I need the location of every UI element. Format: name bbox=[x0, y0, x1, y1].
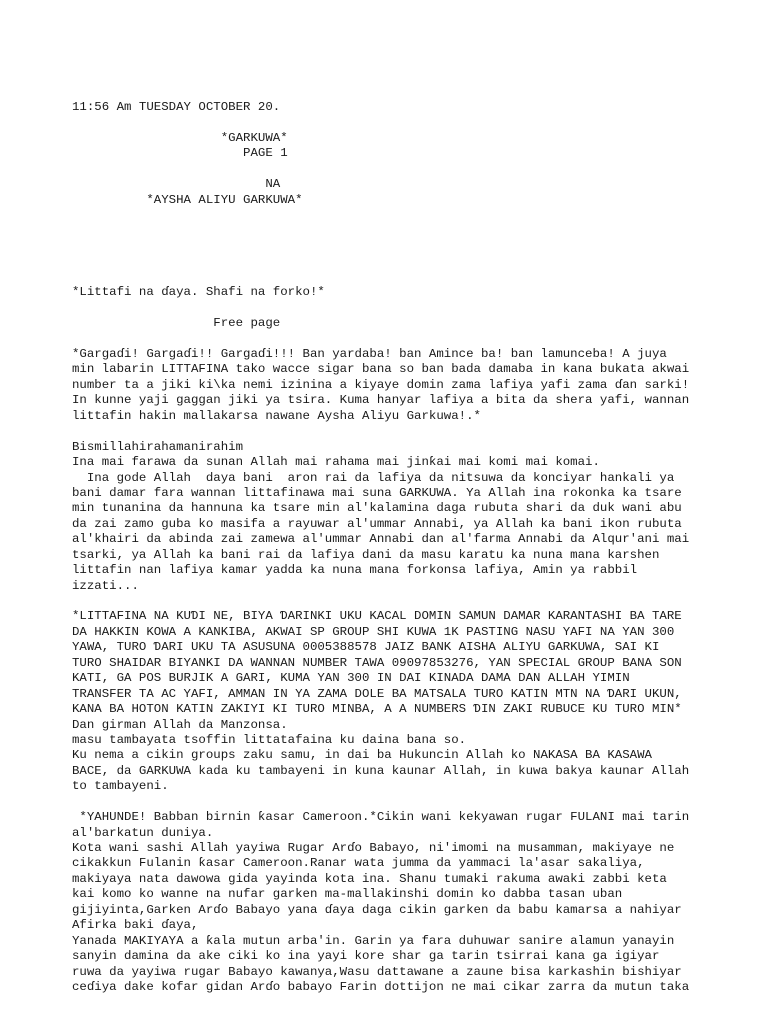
document-line: *Littafi na ɗaya. Shafi na forko!* bbox=[72, 285, 325, 300]
document-line: ruwa da yayiwa rugar Babayo kawanya,Wasu dattawane a zaune bisa karkashin bishiyar bbox=[72, 964, 682, 979]
document-line: Ina gode Allah daya bani aron rai da lafiya da nitsuwa da konciyar hankali ya bbox=[72, 470, 675, 485]
document-line: Free page bbox=[72, 316, 281, 331]
document-line bbox=[72, 332, 712, 347]
document-line bbox=[72, 270, 712, 285]
document-line bbox=[72, 795, 712, 810]
document-line: number ta a jiki ki\ka nemi izinina a kiyaye domin zama lafiya yafi zama ɗan sarki! bbox=[72, 377, 690, 392]
document-body bbox=[72, 100, 712, 995]
document-line: Afirka baki ɗaya, bbox=[72, 918, 199, 933]
document-line: DA HAKKIN KOWA A KANKIBA, AKWAI SP GROUP SHI KUWA 1K PASTING NASU YAFI NA YAN 300 bbox=[72, 624, 675, 639]
document-line: BACE, da GARKUWA kada ku tambayeni in kuna kaunar Allah, in kuwa bakya kaunar Allah bbox=[72, 763, 690, 778]
document-line: 11:56 Am TUESDAY OCTOBER 20. bbox=[72, 100, 281, 114]
document-line bbox=[72, 162, 712, 177]
document-line: Yanada MAKIYAYA a ƙala mutun arba'in. Garin ya fara duhuwar sanire alamun yanayin bbox=[72, 933, 675, 948]
document-line: Kota wani sashi Allah yayiwa Rugar Arɗo Babayo, ni'imomi na musamman, makiyaye ne bbox=[72, 841, 675, 855]
document-line: Bismillahirahamanirahim bbox=[72, 439, 244, 454]
document-line: bani damar fara wannan littafinawa mai suna GARKUWA. Ya Allah ina rokonka ka tsare bbox=[72, 485, 682, 500]
document-line: ceɗiya dake kofar gidan Arɗo babayo Farin dottijon ne mai cikar zarra da mutun taka bbox=[72, 979, 690, 994]
document-line: Ina mai farawa da sunan Allah mai rahama mai jinƙai mai komi mai komai. bbox=[72, 455, 600, 470]
document-line bbox=[72, 239, 712, 254]
document-line: to tambayeni. bbox=[72, 779, 169, 794]
document-line: cikakkun Fulanin ƙasar Cameroon.Ranar wata jumma da yammaci la'asar sakaliya, bbox=[72, 856, 645, 871]
document-line: In kunne yaji gaggan jiki ya tsira. Kuma hanyar lafiya a bita da shera yafi, wannan bbox=[72, 393, 690, 408]
document-line: al'khairi da abinda zai zamewa al'ummar Annabi dan al'farma Annabi da Alqur'ani mai bbox=[72, 532, 690, 547]
document-line: izzati... bbox=[72, 578, 139, 593]
document-line: *YAHUNDE! Babban birnin ƙasar Cameroon.*Cikin wani kekyawan rugar FULANI mai tarin bbox=[72, 810, 690, 825]
document-line: al'barkatun duniya. bbox=[72, 825, 214, 840]
document-line: makiyaya nata dawowa gida yayinda kota ina. Shanu tumaki rakuma awaki zabbi keta bbox=[72, 871, 667, 886]
document-line: KATI, GA POS BURJIK A GARI, KUMA YAN 300 IN DAI KINADA DAMA DAN ALLAH YIMIN bbox=[72, 671, 630, 686]
document-line: littafin hakin mallakarsa nawane Aysha Aliyu Garkuwa!.* bbox=[72, 408, 481, 423]
document-line bbox=[72, 301, 712, 316]
document-line: NA bbox=[72, 177, 281, 192]
document-line: da zai zamo guba ko masifa a rayuwar al'ummar Annabi, ya Allah ka bani ikon rubuta bbox=[72, 516, 682, 531]
document-line: *LITTAFINA NA KUƊI NE, BIYA ƊARINKI UKU KACAL DOMIN SAMUN DAMAR KARANTASHI BA TARE bbox=[72, 609, 682, 624]
document-line: *GARKUWA* bbox=[72, 130, 288, 145]
document-line: KANA BA HOTON KATIN ZAKIYI KI TURO MINBA, A A NUMBERS ƊIN ZAKI RUBUCE KU TURO MIN* bbox=[72, 702, 682, 717]
document-line: Dan girman Allah da Manzonsa. bbox=[72, 717, 288, 732]
document-line: TRANSFER TA AC YAFI, AMMAN IN YA ZAMA DOLE BA MATSALA TURO KATIN MTN NA ƊARI UKUN, bbox=[72, 686, 682, 701]
document-line bbox=[72, 594, 712, 609]
document-line: gijiyinta,Garken Arɗo Babayo yana ɗaya daga cikin garken da babu kamarsa a nahiyar bbox=[72, 902, 682, 917]
document-line bbox=[72, 424, 712, 439]
document-line: YAWA, TURO ƊARI UKU TA ASUSUNA 0005388578 JAIZ BANK AISHA ALIYU GARKUWA, SAI KI bbox=[72, 640, 660, 655]
document-line bbox=[72, 254, 712, 269]
document-line: min labarin LITTAFINA tako wacce sigar bana so ban bada damaba in kana bukata akwai bbox=[72, 362, 690, 377]
document-line: PAGE 1 bbox=[72, 146, 288, 161]
document-line: masu tambayata tsoffin littatafaina ku daina bana so. bbox=[72, 732, 467, 747]
document-line bbox=[72, 224, 712, 239]
document-line: min tunanina da hannuna ka tsare min al'kalamina daga rubuta shari da duk wani abu bbox=[72, 501, 682, 516]
document-line: Ku nema a cikin groups zaku samu, in dai ba Hukuncin Allah ko NAKASA BA KASAWA bbox=[72, 748, 652, 763]
document-line: *AYSHA ALIYU GARKUWA* bbox=[72, 192, 303, 207]
document-line bbox=[72, 208, 712, 223]
document-line bbox=[72, 115, 712, 130]
document-line: *Gargaɗi! Gargaɗi!! Gargaɗi!!! Ban yardaba! ban Amince ba! ban lamunceba! A juya bbox=[72, 347, 667, 361]
document-line: kai komo ko wanne na nufar garken ma-mallakinshi domin ko dabba tasan uban bbox=[72, 887, 623, 902]
document-line: littafin nan lafiya kamar yadda ka nuna mana forkonsa lafiya, Amin ya rabbil bbox=[72, 563, 638, 578]
document-line: sanyin damina da ake ciki ko ina yayi kore shar ga tarin tsirrai kana ga igiyar bbox=[72, 949, 660, 964]
document-line: tsarki, ya Allah ka bani rai da lafiya dani da masu karatu ka nuna mana karshen bbox=[72, 547, 660, 562]
document-line: TURO SHAIDAR BIYANKI DA WANNAN NUMBER TAWA 09097853276, YAN SPECIAL GROUP BANA SON bbox=[72, 655, 682, 670]
